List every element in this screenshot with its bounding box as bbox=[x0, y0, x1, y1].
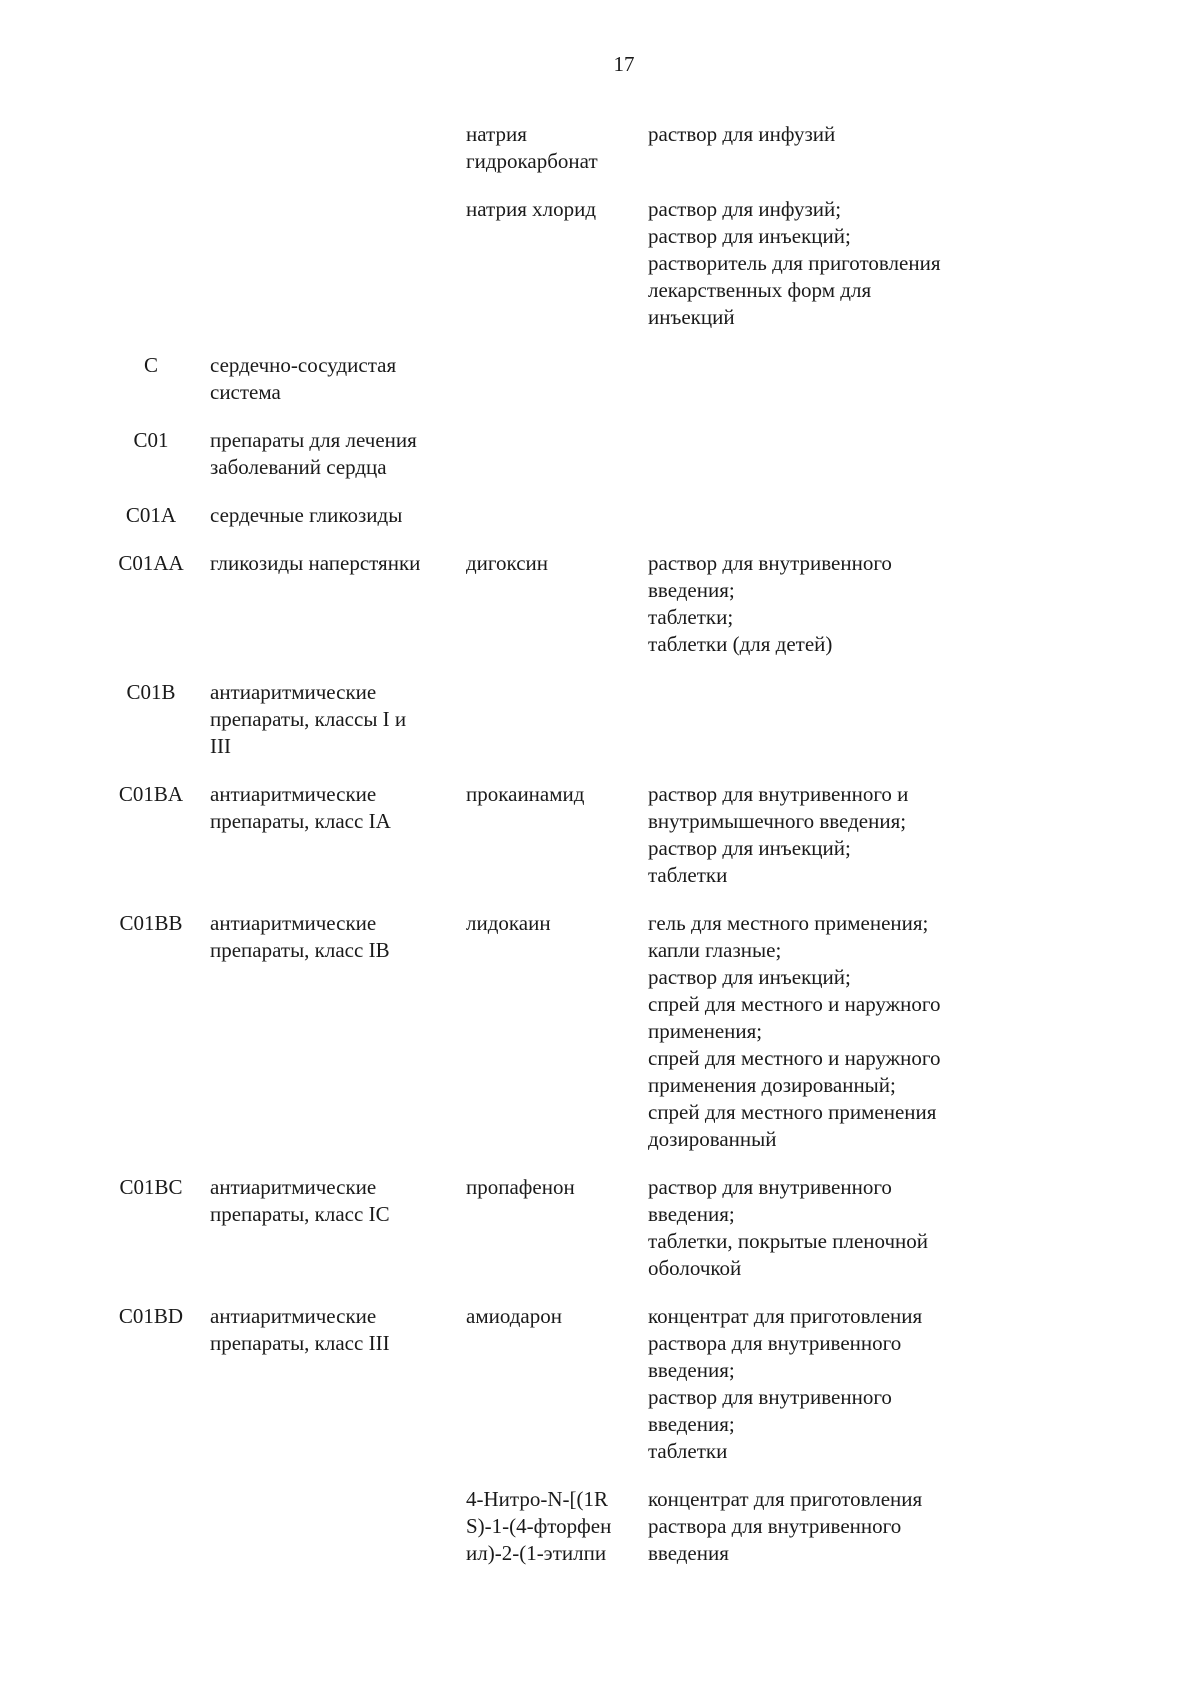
dosage-form-line: спрей для местного и наружного bbox=[648, 1046, 941, 1070]
drug-name-line: лидокаин bbox=[466, 911, 551, 935]
dosage-form-line: таблетки bbox=[648, 1439, 728, 1463]
dosage-form-line: таблетки bbox=[648, 863, 728, 887]
table-row bbox=[100, 427, 1000, 481]
table-row bbox=[100, 910, 1000, 1153]
dosage-form-line: таблетки; bbox=[648, 605, 734, 629]
table-row bbox=[100, 781, 1000, 889]
pharmacological-group-line: сердечные гликозиды bbox=[210, 503, 403, 527]
drug-classification-table bbox=[100, 121, 1000, 1588]
dosage-form-line: введения; bbox=[648, 1412, 735, 1436]
drug-name-line: ил)-2-(1-этилпи bbox=[466, 1541, 607, 1565]
dosage-form-line: капли глазные; bbox=[648, 938, 782, 962]
pharmacological-group-cell bbox=[206, 679, 464, 760]
atc-code-cell: C01BB bbox=[119, 911, 183, 935]
dosage-form-line: введения; bbox=[648, 578, 735, 602]
dosage-form-line: раствор для внутривенного bbox=[648, 1175, 892, 1199]
dosage-form-line: раствор для инфузий bbox=[648, 122, 836, 146]
drug-name-line: гидрокарбонат bbox=[466, 149, 598, 173]
table-row bbox=[100, 196, 1000, 331]
drug-name-cell bbox=[464, 1303, 644, 1330]
dosage-form-line: таблетки, покрытые пленочной bbox=[648, 1229, 929, 1253]
pharmacological-group-cell bbox=[206, 1303, 464, 1357]
dosage-form-cell bbox=[644, 781, 1000, 889]
pharmacological-group-cell bbox=[206, 1174, 464, 1228]
pharmacological-group-line: препараты, класс IA bbox=[210, 809, 391, 833]
pharmacological-group-line: препараты, класс III bbox=[210, 1331, 390, 1355]
table-row bbox=[100, 1174, 1000, 1282]
dosage-form-line: введения; bbox=[648, 1202, 735, 1226]
drug-name-line: S)-1-(4-фторфен bbox=[466, 1514, 612, 1538]
pharmacological-group-line: сердечно-сосудистая bbox=[210, 353, 397, 377]
drug-name-line: дигоксин bbox=[466, 551, 548, 575]
dosage-form-line: лекарственных форм для bbox=[648, 278, 872, 302]
dosage-form-line: введения; bbox=[648, 1358, 735, 1382]
table-row bbox=[100, 502, 1000, 529]
dosage-form-line: растворитель для приготовления bbox=[648, 251, 941, 275]
dosage-form-line: применения; bbox=[648, 1019, 763, 1043]
dosage-form-line: концентрат для приготовления bbox=[648, 1487, 923, 1511]
dosage-form-line: инъекций bbox=[648, 305, 735, 329]
drug-name-cell bbox=[464, 1174, 644, 1201]
drug-name-line: амиодарон bbox=[466, 1304, 562, 1328]
pharmacological-group-cell bbox=[206, 502, 464, 529]
drug-name-cell bbox=[464, 781, 644, 808]
dosage-form-cell bbox=[644, 1486, 1000, 1567]
drug-name-cell bbox=[464, 196, 644, 223]
atc-code-cell: C01 bbox=[133, 428, 169, 452]
table-row bbox=[100, 121, 1000, 175]
pharmacological-group-line: антиаритмические bbox=[210, 911, 377, 935]
dosage-form-line: спрей для местного применения bbox=[648, 1100, 937, 1124]
drug-name-line: натрия хлорид bbox=[466, 197, 596, 221]
dosage-form-line: таблетки (для детей) bbox=[648, 632, 833, 656]
pharmacological-group-line: система bbox=[210, 380, 281, 404]
atc-code-cell: C01BC bbox=[119, 1175, 183, 1199]
pharmacological-group-line: заболеваний сердца bbox=[210, 455, 387, 479]
pharmacological-group-line: препараты, класс IB bbox=[210, 938, 390, 962]
dosage-form-line: спрей для местного и наружного bbox=[648, 992, 941, 1016]
pharmacological-group-cell bbox=[206, 352, 464, 406]
dosage-form-line: концентрат для приготовления bbox=[648, 1304, 923, 1328]
drug-name-cell bbox=[464, 121, 644, 175]
dosage-form-line: применения дозированный; bbox=[648, 1073, 896, 1097]
dosage-form-line: внутримышечного введения; bbox=[648, 809, 907, 833]
dosage-form-line: раствор для инфузий; bbox=[648, 197, 842, 221]
dosage-form-cell bbox=[644, 1303, 1000, 1465]
pharmacological-group-line: препараты для лечения bbox=[210, 428, 417, 452]
atc-code-cell: C01BA bbox=[118, 782, 184, 806]
dosage-form-cell bbox=[644, 196, 1000, 331]
pharmacological-group-line: антиаритмические bbox=[210, 782, 377, 806]
pharmacological-group-line: гликозиды наперстянки bbox=[210, 551, 421, 575]
dosage-form-cell bbox=[644, 910, 1000, 1153]
table-row bbox=[100, 1303, 1000, 1465]
pharmacological-group-line: антиаритмические bbox=[210, 680, 377, 704]
table-row bbox=[100, 550, 1000, 658]
drug-name-cell bbox=[464, 1486, 644, 1567]
drug-name-line: натрия bbox=[466, 122, 527, 146]
dosage-form-line: гель для местного применения; bbox=[648, 911, 929, 935]
pharmacological-group-line: антиаритмические bbox=[210, 1304, 377, 1328]
table-row bbox=[100, 679, 1000, 760]
dosage-form-line: раствора для внутривенного bbox=[648, 1331, 902, 1355]
dosage-form-line: раствор для внутривенного bbox=[648, 551, 892, 575]
dosage-form-line: раствор для внутривенного bbox=[648, 1385, 892, 1409]
pharmacological-group-cell bbox=[206, 550, 464, 577]
pharmacological-group-line: антиаритмические bbox=[210, 1175, 377, 1199]
pharmacological-group-cell bbox=[206, 427, 464, 481]
dosage-form-line: оболочкой bbox=[648, 1256, 742, 1280]
dosage-form-cell bbox=[644, 550, 1000, 658]
dosage-form-cell bbox=[644, 1174, 1000, 1282]
pharmacological-group-cell bbox=[206, 781, 464, 835]
atc-code-cell: C01BD bbox=[118, 1304, 184, 1328]
atc-code-cell: C bbox=[143, 353, 158, 377]
dosage-form-line: раствора для внутривенного bbox=[648, 1514, 902, 1538]
dosage-form-line: раствор для инъекций; bbox=[648, 965, 851, 989]
pharmacological-group-line: III bbox=[210, 734, 231, 758]
drug-name-cell bbox=[464, 910, 644, 937]
dosage-form-line: введения bbox=[648, 1541, 729, 1565]
drug-name-line: пропафенон bbox=[466, 1175, 575, 1199]
pharmacological-group-line: препараты, класс IC bbox=[210, 1202, 390, 1226]
atc-code-cell: C01A bbox=[125, 503, 177, 527]
table-row bbox=[100, 1486, 1000, 1567]
atc-code-cell: C01AA bbox=[118, 551, 184, 575]
drug-name-cell bbox=[464, 550, 644, 577]
dosage-form-cell bbox=[644, 121, 1000, 148]
page-number: 17 bbox=[613, 52, 635, 76]
pharmacological-group-cell bbox=[206, 910, 464, 964]
dosage-form-line: раствор для внутривенного и bbox=[648, 782, 909, 806]
dosage-form-line: дозированный bbox=[648, 1127, 777, 1151]
dosage-form-line: раствор для инъекций; bbox=[648, 836, 851, 860]
table-row bbox=[100, 352, 1000, 406]
drug-name-line: 4-Нитро-N-[(1R bbox=[466, 1487, 608, 1511]
atc-code-cell: C01B bbox=[126, 680, 176, 704]
dosage-form-line: раствор для инъекций; bbox=[648, 224, 851, 248]
pharmacological-group-line: препараты, классы I и bbox=[210, 707, 407, 731]
drug-name-line: прокаинамид bbox=[466, 782, 585, 806]
